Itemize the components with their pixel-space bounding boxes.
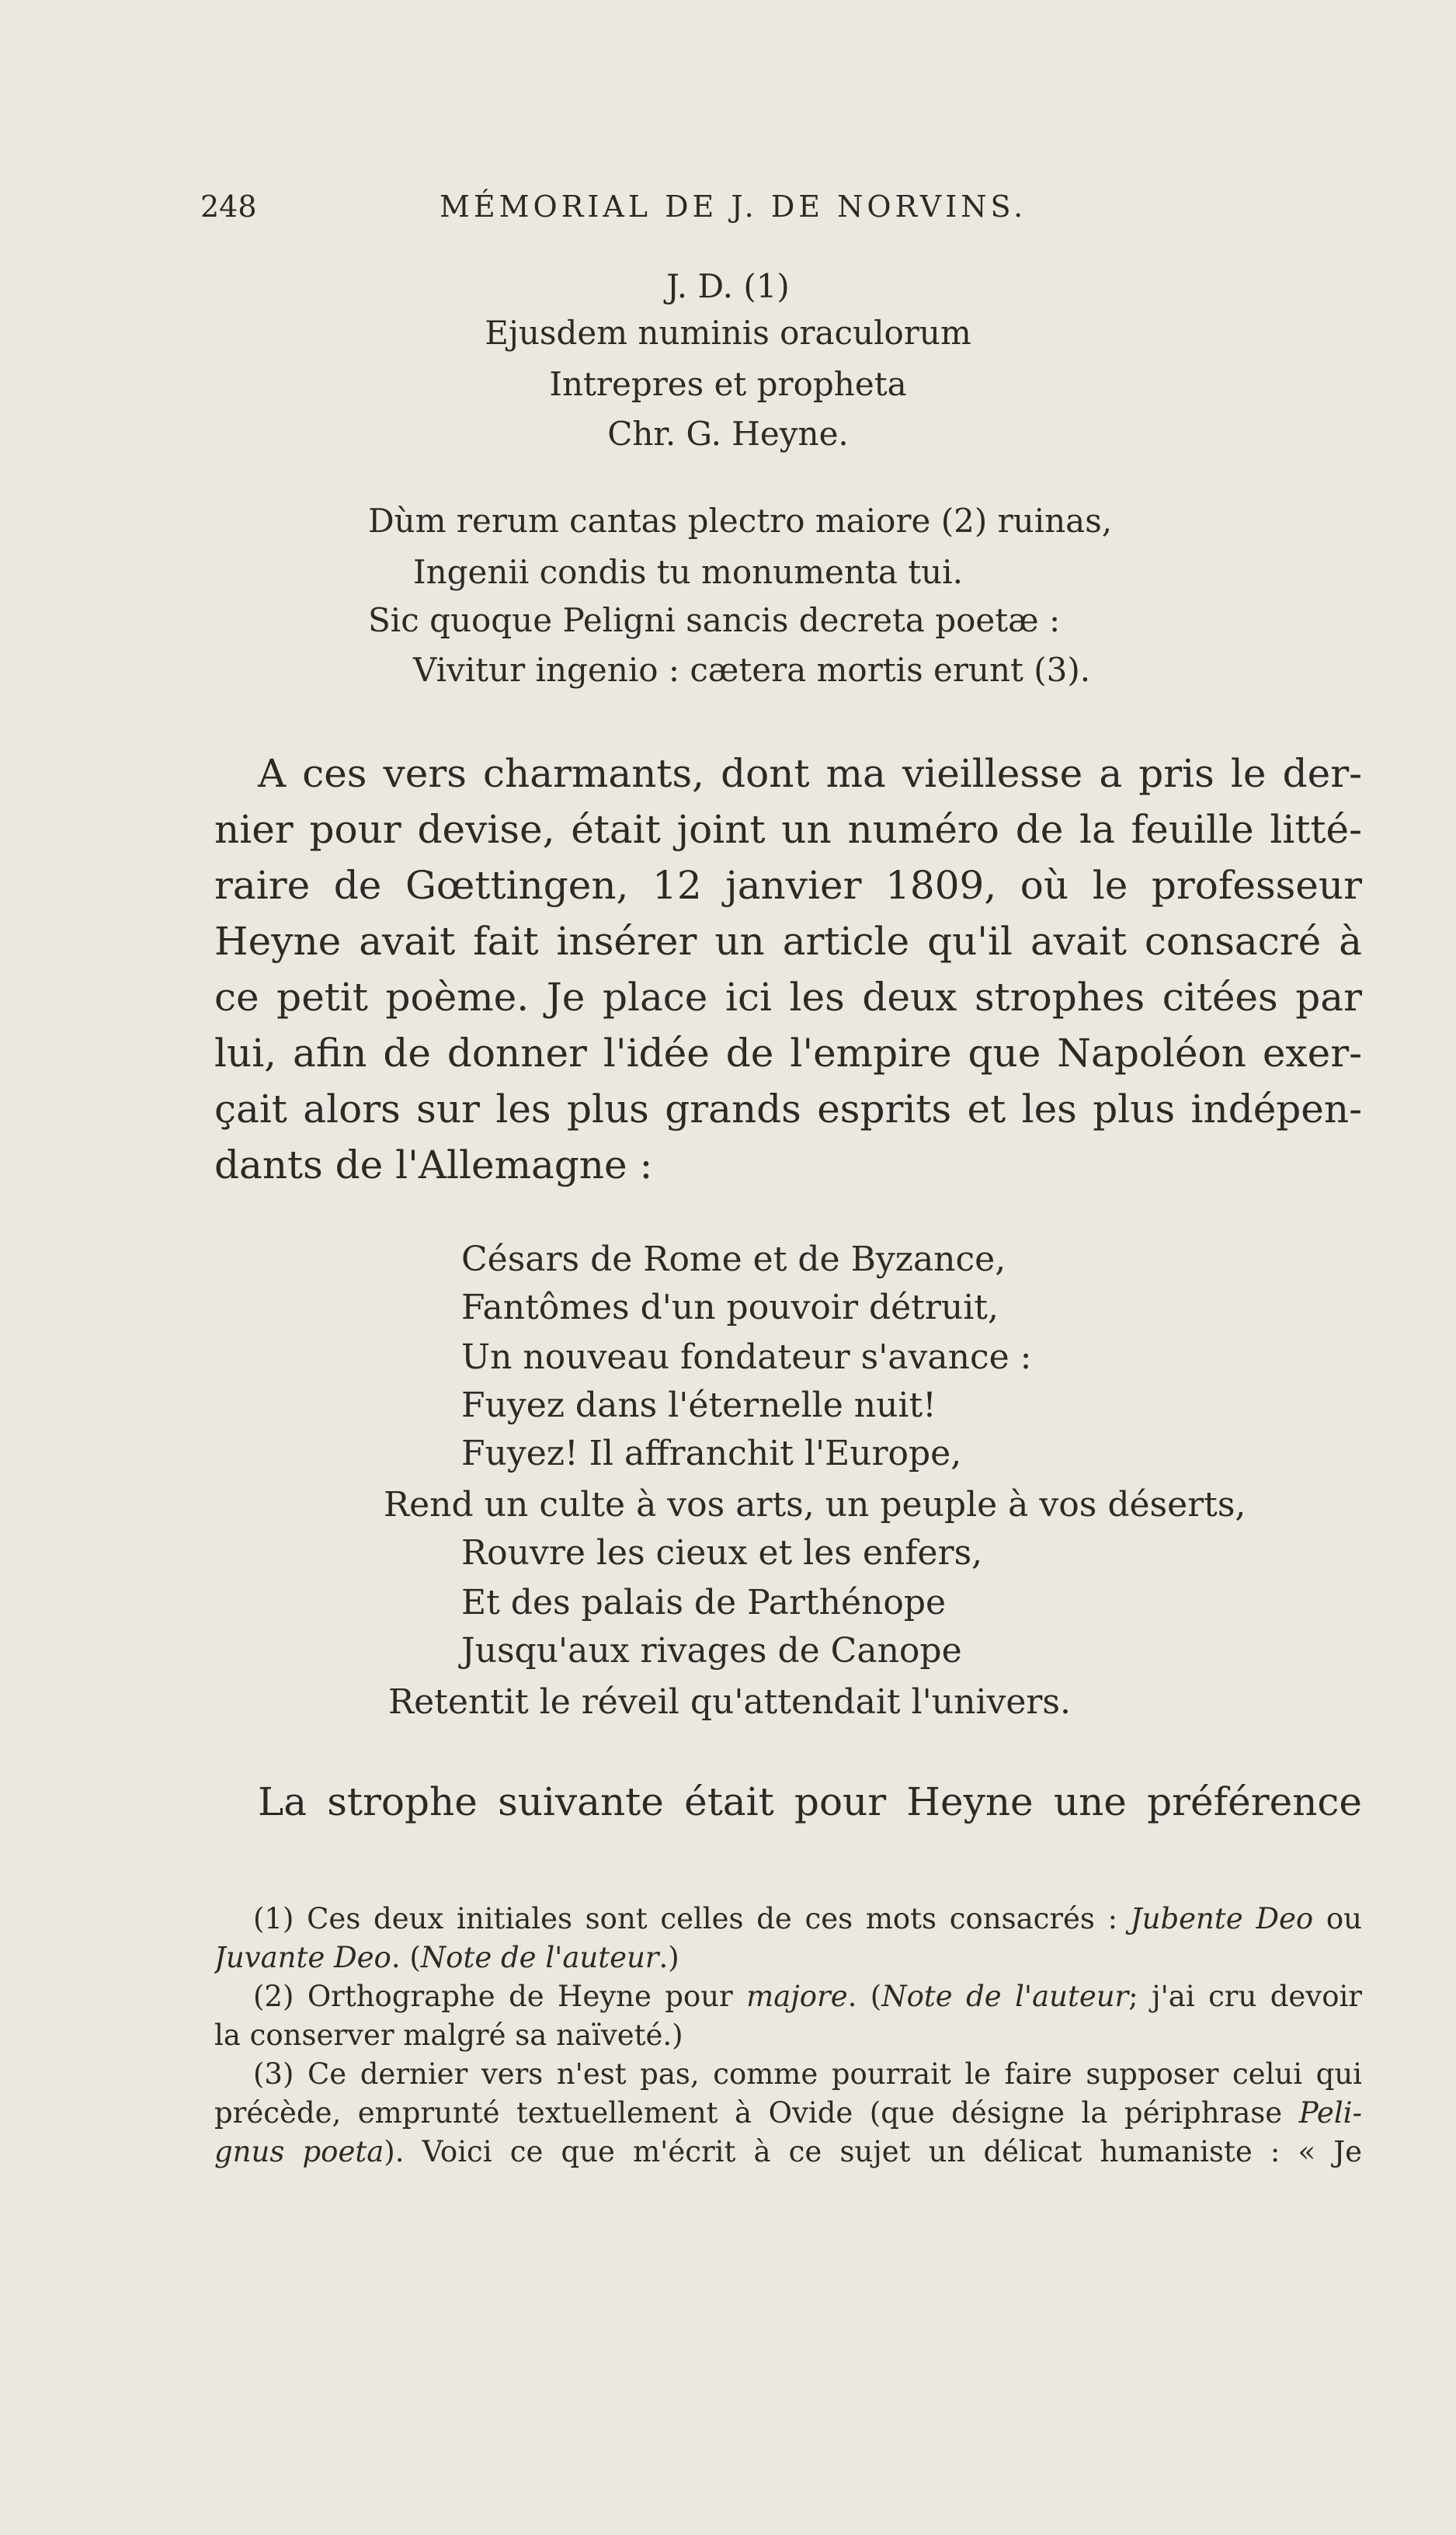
- footnote-italic: Note de l'auteur: [881, 1980, 1129, 2013]
- footnote-line: (3) Ce dernier vers n'est pas, comme pourrait le faire supposer celui qui: [253, 2057, 1362, 2091]
- footnote-italic: Jubente Deo: [1130, 1902, 1314, 1935]
- poem-verse: Rouvre les cieux et les enfers,: [461, 1533, 983, 1573]
- latin-verse: Ingenii condis tu monumenta tui.: [413, 553, 963, 591]
- footnote-italic: gnus poeta: [214, 2135, 384, 2168]
- footnote-line: [214, 1977, 1362, 2016]
- latin-verse: Dùm rerum cantas plectro maiore (2) ruinas,: [368, 502, 1113, 540]
- poem-verse: Fuyez dans l'éternelle nuit!: [461, 1386, 936, 1425]
- footnote-text: (2) Orthographe de Heyne pour: [253, 1980, 747, 2013]
- body-paragraph: [214, 1774, 1362, 1830]
- paragraph-line: Heyne avait fait insérer un article qu'il avait consacré à: [214, 919, 1362, 964]
- paragraph-line: dants de l'Allemagne :: [214, 1142, 653, 1188]
- footnote-italic: majore: [746, 1980, 848, 2013]
- poem-verse: Fantômes d'un pouvoir détruit,: [461, 1288, 999, 1327]
- dedication-line: Chr. G. Heyne.: [607, 415, 849, 453]
- footnote-text: ; j'ai cru devoir: [1128, 1980, 1362, 2013]
- footnote-text: . (: [847, 1980, 882, 2013]
- footnote-line: [214, 2094, 1362, 2133]
- poem-verse: Césars de Rome et de Byzance,: [461, 1240, 1006, 1279]
- paragraph-line: raire de Gœttingen, 12 janvier 1809, où le professeur: [214, 863, 1362, 908]
- paragraph-line: ce petit poème. Je place ici les deux strophes citées par: [214, 975, 1362, 1020]
- latin-verse: Vivitur ingenio : cætera mortis erunt (3).: [413, 651, 1091, 689]
- running-title: MÉMORIAL DE J. DE NORVINS.: [440, 190, 1027, 224]
- body-paragraph: [214, 746, 1362, 1193]
- poem-verse: Un nouveau fondateur s'avance :: [461, 1337, 1032, 1377]
- footnote-italic: Peli-: [1298, 2096, 1362, 2130]
- paragraph-line: A ces vers charmants, dont ma vieillesse a pris le der-: [258, 751, 1362, 796]
- dedication-line: J. D. (1): [666, 267, 790, 305]
- poem-verse: Retentit le réveil qu'attendait l'univers.: [388, 1682, 1071, 1722]
- footnote-text: (1) Ces deux initiales sont celles de ces mots consacrés :: [253, 1902, 1131, 1935]
- footnote-text: précède, emprunté textuellement à Ovide (que désigne la périphrase: [214, 2096, 1299, 2130]
- page-number: 248: [200, 190, 257, 224]
- paragraph-line: çait alors sur les plus grands esprits et les plus indépen-: [214, 1087, 1362, 1132]
- poem-verse: Rend un culte à vos arts, un peuple à vos déserts,: [384, 1485, 1246, 1525]
- paragraph-line: La strophe suivante était pour Heyne une préférence: [258, 1779, 1362, 1824]
- footnote-line: [214, 1939, 1362, 1977]
- latin-verse: Sic quoque Peligni sancis decreta poetæ :: [368, 601, 1061, 639]
- paragraph-line: nier pour devise, était joint un numéro de la feuille litté-: [214, 807, 1362, 852]
- footnote-line: [214, 1900, 1362, 1939]
- footnote-text: ou: [1313, 1902, 1362, 1935]
- footnote-text: .): [659, 1941, 679, 1974]
- footnote-line: [214, 2133, 1362, 2172]
- footnote-italic: Juvante Deo: [214, 1941, 391, 1974]
- dedication-line: Ejusdem numinis oraculorum: [485, 314, 971, 352]
- paragraph-line: lui, afin de donner l'idée de l'empire que Napoléon exer-: [214, 1031, 1362, 1076]
- poem-verse: Fuyez! Il affranchit l'Europe,: [461, 1434, 962, 1473]
- footnote-text: ). Voici ce que m'écrit à ce sujet un délicat humaniste : « Je: [384, 2135, 1362, 2168]
- poem-verse: Et des palais de Parthénope: [461, 1583, 947, 1622]
- footnote-line: la conserver malgré sa naïveté.): [214, 2019, 683, 2052]
- footnotes: [214, 1900, 1362, 2172]
- footnote-text: . (: [391, 1941, 421, 1974]
- poem-verse: Jusqu'aux rivages de Canope: [461, 1631, 962, 1671]
- dedication-line: Intrepres et propheta: [549, 365, 907, 403]
- footnote-italic: Note de l'auteur: [420, 1941, 659, 1974]
